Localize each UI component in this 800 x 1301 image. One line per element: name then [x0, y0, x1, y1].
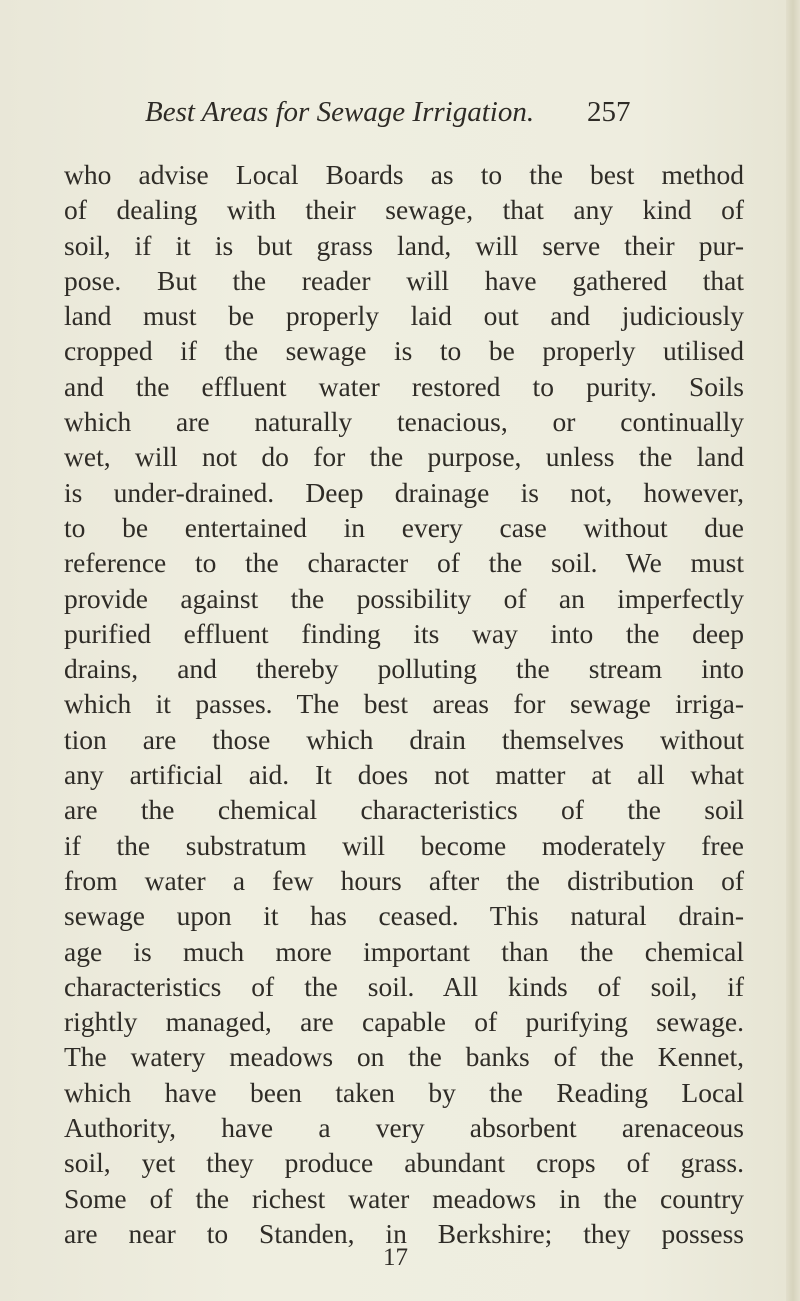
text-line: to be entertained in every case without due [64, 511, 744, 543]
text-line: wet, will not do for the purpose, unless the land [64, 441, 744, 473]
text-line: Authority, have a very absorbent arenaceous [64, 1112, 744, 1144]
text-line: from water a few hours after the distribution of [64, 864, 744, 896]
text-line: who advise Local Boards as to the best method [64, 159, 744, 190]
text-line: are the chemical characteristics of the soil [64, 794, 744, 826]
text-line: tion are those which drain themselves without [64, 723, 744, 755]
text-line: land must be properly laid out and judiciously [64, 300, 744, 332]
text-line: provide against the possibility of an imperfectly [64, 582, 744, 614]
text-line: which it passes. The best areas for sewage irriga- [64, 688, 744, 720]
text-line: is under-drained. Deep drainage is not, however, [64, 476, 744, 508]
text-line: which have been taken by the Reading Local [64, 1076, 744, 1108]
page-header [0, 96, 800, 136]
text-line: rightly managed, are capable of purifying sewage. [64, 1006, 744, 1038]
text-line: age is much more important than the chemical [64, 935, 744, 967]
text-line: pose. But the reader will have gathered that [64, 264, 744, 296]
text-line: characteristics of the soil. All kinds of soil, if [64, 970, 744, 1002]
text-line: reference to the character of the soil. We must [64, 547, 744, 579]
running-title: Best Areas for Sewage Irrigation. [145, 96, 535, 128]
text-line: drains, and thereby polluting the stream into [64, 653, 744, 685]
signature-mark: 17 [383, 1244, 408, 1271]
text-line: of dealing with their sewage, that any kind of [64, 194, 744, 226]
text-line: Some of the richest water meadows in the country [64, 1182, 744, 1214]
text-line: cropped if the sewage is to be properly utilised [64, 335, 744, 367]
text-line: which are naturally tenacious, or continually [64, 406, 744, 438]
text-line: any artificial aid. It does not matter at all what [64, 759, 744, 791]
text-line: sewage upon it has ceased. This natural drain- [64, 900, 744, 932]
page-edge [786, 0, 800, 1301]
text-line: purified effluent finding its way into the deep [64, 617, 744, 649]
text-line: The watery meadows on the banks of the Kennet, [64, 1041, 744, 1073]
body-text [64, 157, 744, 1251]
text-line: and the effluent water restored to purity. Soils [64, 370, 744, 402]
text-line: soil, yet they produce abundant crops of grass. [64, 1147, 744, 1179]
page-number: 257 [587, 96, 631, 128]
text-line: soil, if it is but grass land, will serve their pur- [64, 229, 744, 261]
text-line: if the substratum will become moderately free [64, 829, 744, 861]
text-line: are near to Standen, in Berkshire; they possess [64, 1217, 744, 1249]
